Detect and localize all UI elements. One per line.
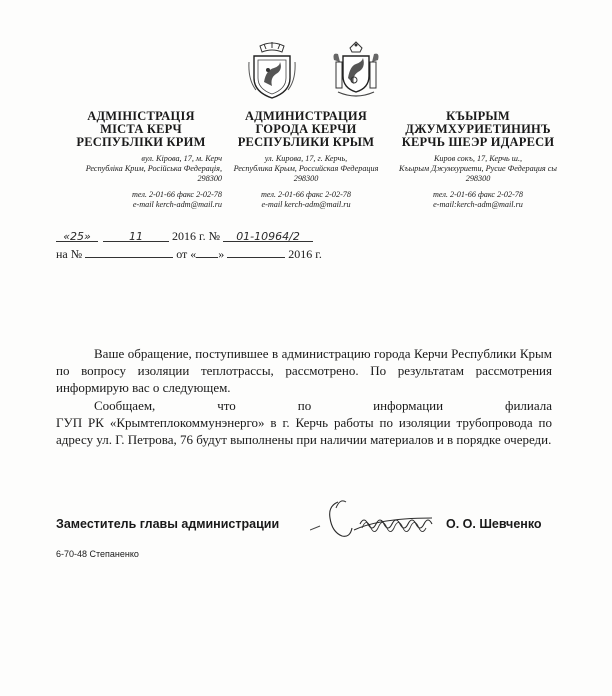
- incoming-reference: [56, 245, 322, 262]
- crimea-coat-of-arms-icon: [330, 40, 382, 100]
- phone-fax: тел. 2-01-66 факс 2-02-78: [260, 190, 351, 199]
- outgoing-registration: [56, 229, 313, 244]
- executor-info: 6-70-48 Степаненко: [56, 549, 139, 559]
- phone-fax: тел. 2-01-66 факс 2-02-78: [131, 190, 222, 199]
- address-line: Республика Крым, Российская Федерация: [233, 164, 379, 173]
- header-column-crimean-tatar: [392, 110, 564, 210]
- org-title-line: РЕСПУБЛИКИ КРЫМ: [237, 135, 375, 149]
- address-line: Республіка Крим, Російська Федерація,: [85, 164, 222, 173]
- address-line: Къырым Джумхуриети, Русие Федерация сы: [399, 164, 557, 173]
- paragraph-2-rest: ГУП РК «Крымтеплокоммунэнерго» в г. Керчь работы по изоляции трубопровода по адресу ул. Г. Петрова, 76 будут выполнены при наличии материалов и в порядке очереди.: [56, 415, 552, 447]
- org-title-line: АДМИНИСТРАЦИЯ: [244, 109, 368, 123]
- address-line: ул. Кирова, 17, г. Керчь,: [264, 154, 348, 163]
- body-paragraph-2: [56, 397, 552, 448]
- header-column-ukrainian: [56, 110, 226, 210]
- signer-name: О. О. Шевченко: [446, 517, 542, 531]
- org-title-line: АДМІНІСТРАЦІЯ: [87, 109, 195, 123]
- org-title-line: КЕРЧЬ ШЕЭР ИДАРЕСИ: [401, 135, 555, 149]
- address-line: 298300: [293, 174, 319, 183]
- org-title-line: ГОРОДА КЕРЧИ: [255, 122, 357, 136]
- body-paragraph-1: Ваше обращение, поступившее в администрацию города Керчи Республики Крым по вопросу изоляции теплотрассы, рассмотрено. По результатам рассмотрения информирую вас о следующем.: [56, 346, 552, 395]
- org-title-line: КЪЫРЫМ: [446, 109, 510, 123]
- org-title-line: МІСТА КЕРЧ: [100, 122, 182, 136]
- from-label: от «: [176, 247, 197, 261]
- header-column-russian: [222, 110, 390, 210]
- paragraph-2-first-line: Сообщаем, что по информации филиала: [94, 398, 552, 413]
- address-line: 298300: [465, 174, 491, 183]
- reply-to-label: на №: [56, 247, 83, 261]
- address-line: вул. Кірова, 17, м. Керч: [141, 154, 222, 163]
- signer-position: Заместитель главы администрации: [56, 517, 280, 531]
- kerch-coat-of-arms-icon: [246, 40, 298, 100]
- handwritten-signature: [310, 488, 450, 548]
- org-title-line: РЕСПУБЛІКИ КРИМ: [76, 135, 206, 149]
- email: e-mail kerch-adm@mail.ru: [132, 200, 222, 209]
- org-title-line: ДЖУМХУРИЕТИНИНЪ: [405, 122, 551, 136]
- from-separator: »: [218, 247, 225, 261]
- phone-fax: тел. 2-01-66 факс 2-02-78: [432, 190, 523, 199]
- email: e-mail:kerch-adm@mail.ru: [433, 200, 523, 209]
- year-number-label: 2016 г. №: [172, 229, 221, 243]
- address-line: Киров сокъ, 17, Керчь ш.,: [433, 154, 523, 163]
- date-day: «25»: [63, 230, 91, 243]
- date-month: 11: [129, 230, 143, 243]
- document-number: 01-10964/2: [236, 230, 300, 243]
- address-line: 298300: [197, 174, 222, 183]
- from-year: 2016 г.: [288, 247, 322, 261]
- email: e-mail kerch-adm@mail.ru: [261, 200, 351, 209]
